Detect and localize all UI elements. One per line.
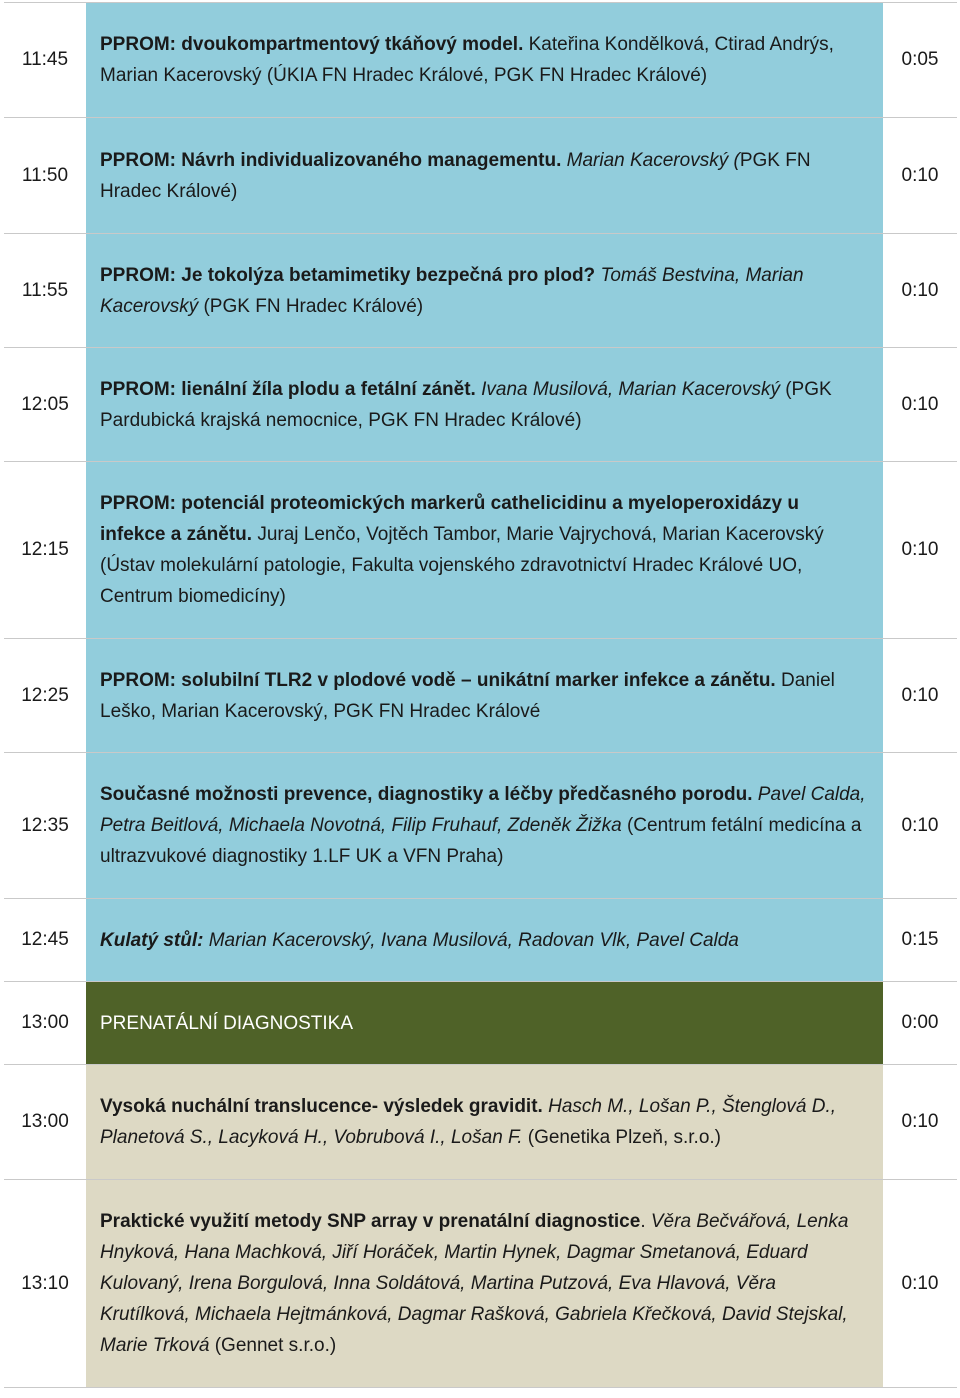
session-duration: 0:05 <box>883 3 957 117</box>
session-duration: 0:10 <box>883 639 957 752</box>
session-text <box>100 145 869 207</box>
session-time: 11:55 <box>4 234 86 347</box>
session-duration: 0:10 <box>883 234 957 347</box>
schedule-row <box>4 1180 957 1388</box>
schedule-row-section <box>4 982 957 1065</box>
affiliation: (PGK Pardubická krajská nemocnice, PGK FN Hradec Králové) <box>100 378 832 431</box>
section-title: PRENATÁLNÍ DIAGNOSTIKA <box>100 1012 354 1034</box>
session-duration: 0:10 <box>883 462 957 638</box>
session-time: 11:50 <box>4 118 86 233</box>
session-duration: 0:10 <box>883 1180 957 1387</box>
session-text <box>100 1091 869 1153</box>
authors: Marian Kacerovský, Ivana Musilová, Radovan Vlk, Pavel Calda <box>203 929 739 951</box>
schedule-row <box>4 348 957 462</box>
schedule-row <box>4 234 957 348</box>
schedule-row <box>4 639 957 753</box>
session-duration: 0:10 <box>883 348 957 461</box>
schedule-row <box>4 899 957 982</box>
talk-title: Vysoká nuchální translucence- výsledek gravidit. <box>100 1096 543 1117</box>
affiliation: (Gennet s.r.o.) <box>209 1335 337 1356</box>
schedule-row <box>4 118 957 234</box>
affiliation: (PGK FN Hradec Králové) <box>198 295 424 317</box>
session-content <box>86 348 883 461</box>
session-text <box>100 488 869 612</box>
session-content <box>86 639 883 752</box>
talk-title: Současné možnosti prevence, diagnostiky a léčby předčasného porodu. <box>100 784 753 805</box>
session-duration: 0:10 <box>883 753 957 898</box>
session-text <box>100 29 869 91</box>
session-time: 12:15 <box>4 462 86 638</box>
session-duration: 0:15 <box>883 899 957 981</box>
session-time: 12:45 <box>4 899 86 981</box>
session-content <box>86 3 883 117</box>
authors: Hasch M., Lošan P., Štenglová D., Planetová S., Lacyková H., Vobrubová I., Lošan F. <box>100 1096 837 1148</box>
authors: Tomáš Bestvina, Marian Kacerovský <box>100 264 804 317</box>
program-schedule <box>4 2 957 1388</box>
session-text <box>100 779 869 872</box>
session-time: 12:05 <box>4 348 86 461</box>
talk-title: PPROM: Návrh individualizovaného managementu. <box>100 149 562 171</box>
talk-title: PPROM: lienální žíla plodu a fetální zánět. <box>100 378 476 400</box>
authors: Marian Kacerovský ( <box>561 149 740 171</box>
session-time: 11:45 <box>4 3 86 117</box>
authors: Pavel Calda, Petra Beitlová, Michaela Novotná, Filip Fruhauf, Zdeněk Žižka <box>100 784 866 836</box>
section-header <box>86 982 883 1064</box>
affiliation: (Genetika Plzeň, s.r.o.) <box>522 1127 722 1148</box>
session-time: 13:10 <box>4 1180 86 1387</box>
session-content <box>86 1065 883 1179</box>
authors: Ivana Musilová, Marian Kacerovský <box>475 378 780 400</box>
session-content <box>86 462 883 638</box>
session-content <box>86 899 883 981</box>
schedule-row <box>4 462 957 639</box>
talk-title: PPROM: dvoukompartmentový tkáňový model. <box>100 34 524 55</box>
session-text <box>100 374 869 436</box>
authors: Daniel Leško, Marian Kacerovský, PGK FN Hradec Králové <box>100 669 835 722</box>
session-text <box>100 1206 869 1361</box>
authors: Juraj Lenčo, Vojtěch Tambor, Marie Vajrychová, Marian Kacerovský (Ústav molekulární patologie, Fakulta vojenského zdravotnictví Hradec Králové UO, Centrum biomedicíny) <box>100 524 824 607</box>
affiliation: (Centrum fetální medicína a ultrazvukové diagnostiky 1.LF UK a VFN Praha) <box>100 815 862 867</box>
session-duration: 0:10 <box>883 118 957 233</box>
authors: Kateřina Kondělková, Ctirad Andrýs, Marian Kacerovský (ÚKIA FN Hradec Králové, PGK FN Hradec Králové) <box>100 34 834 86</box>
schedule-row <box>4 753 957 899</box>
session-time: 12:35 <box>4 753 86 898</box>
session-content <box>86 234 883 347</box>
session-duration: 0:00 <box>883 982 957 1064</box>
separator: . <box>640 1211 651 1232</box>
session-time: 13:00 <box>4 1065 86 1179</box>
session-text <box>100 925 739 956</box>
session-text <box>100 665 869 727</box>
talk-title: PPROM: potenciál proteomických markerů cathelicidinu a myeloperoxidázy u infekce a zánětu. <box>100 493 799 545</box>
schedule-row <box>4 1065 957 1180</box>
talk-title: Praktické využití metody SNP array v prenatální diagnostice <box>100 1211 641 1232</box>
session-duration: 0:10 <box>883 1065 957 1179</box>
session-time: 12:25 <box>4 639 86 752</box>
affiliation: PGK FN Hradec Králové) <box>100 149 811 202</box>
talk-title: Kulatý stůl: <box>100 929 204 951</box>
talk-title: PPROM: Je tokolýza betamimetiky bezpečná pro plod? <box>100 264 596 286</box>
talk-title: PPROM: solubilní TLR2 v plodové vodě – unikátní marker infekce a zánětu. <box>100 669 776 691</box>
session-text <box>100 260 869 322</box>
schedule-row <box>4 2 957 118</box>
session-time: 13:00 <box>4 982 86 1064</box>
session-content <box>86 118 883 233</box>
session-content <box>86 1180 883 1387</box>
session-content <box>86 753 883 898</box>
authors: Věra Bečvářová, Lenka Hnyková, Hana Machková, Jiří Horáček, Martin Hynek, Dagmar Smetanová, Eduard Kulovaný, Irena Borgulová, Inna Soldátová, Martina Putzová, Eva Hlavová, Věra Krutílková, Michaela Hejtmánková, Dagmar Rašková, Gabriela Křečková, David Stejskal, Marie Trková <box>100 1211 849 1356</box>
